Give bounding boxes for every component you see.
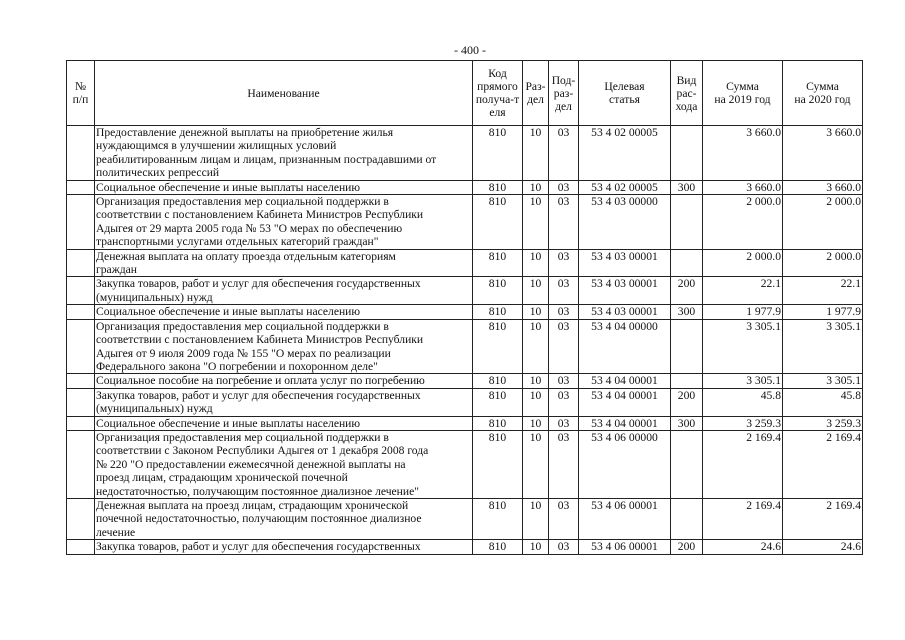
- header-line: Код: [488, 67, 507, 80]
- header-line: дел: [555, 99, 572, 113]
- cell-tselevaya-statya: 53 4 06 00001: [579, 540, 671, 554]
- cell-tselevaya-statya: 53 4 03 00001: [579, 277, 671, 305]
- cell-name: Социальное обеспечение и иные выплаты населению: [95, 416, 473, 430]
- header-line: на 2020 год: [794, 93, 851, 106]
- header-podrazdel: [549, 61, 579, 126]
- cell-sum-2019: 2 000.0: [703, 249, 783, 277]
- cell-sum-2020: 22.1: [783, 277, 863, 305]
- table-row: [67, 388, 863, 416]
- cell-no: [67, 388, 95, 416]
- cell-name: Социальное обеспечение и иные выплаты населению: [95, 305, 473, 319]
- cell-podrazdel: 03: [549, 416, 579, 430]
- header-line: рас-: [676, 86, 697, 100]
- header-line: на 2019 год: [714, 93, 771, 106]
- header-line: статья: [609, 93, 640, 106]
- page-number: - 400 -: [454, 43, 486, 57]
- header-no: [67, 61, 95, 126]
- header-razdel: [523, 61, 549, 126]
- cell-sum-2019: 1 977.9: [703, 305, 783, 319]
- cell-vid-raskhoda: 300: [671, 305, 703, 319]
- cell-kod: 810: [473, 540, 523, 554]
- cell-kod: 810: [473, 277, 523, 305]
- cell-name: Организация предоставления мер социальной поддержки в соответствии с постановлением Кабинета Министров Республики Адыгея от 9 июля 2009 года № 155 "О мерах по реализации Федерального закона "О погребении и похоронном деле": [95, 319, 473, 374]
- cell-sum-2019: 3 660.0: [703, 180, 783, 194]
- cell-kod: 810: [473, 388, 523, 416]
- cell-name: Предоставление денежной выплаты на приобретение жилья нуждающимся в улучшении жилищных условий реабилитированным лицам и лицам, признанным пострадавшими от политических репрессий: [95, 126, 473, 181]
- cell-name: Социальное пособие на погребение и оплата услуг по погребению: [95, 374, 473, 388]
- cell-tselevaya-statya: 53 4 03 00001: [579, 305, 671, 319]
- header-line: получа-т: [475, 93, 520, 106]
- header-kod: [473, 61, 523, 126]
- cell-name: Закупка товаров, работ и услуг для обеспечения государственных (муниципальных) нужд: [95, 388, 473, 416]
- cell-sum-2019: 45.8: [703, 388, 783, 416]
- cell-sum-2019: 24.6: [703, 540, 783, 554]
- cell-podrazdel: 03: [549, 498, 579, 539]
- cell-no: [67, 305, 95, 319]
- cell-name: Закупка товаров, работ и услуг для обеспечения государственных: [95, 540, 473, 554]
- cell-no: [67, 319, 95, 374]
- cell-no: [67, 374, 95, 388]
- header-name: [95, 61, 473, 126]
- cell-tselevaya-statya: 53 4 04 00000: [579, 319, 671, 374]
- cell-podrazdel: 03: [549, 180, 579, 194]
- header-sum-2020: [783, 61, 863, 126]
- header-line: еля: [489, 106, 506, 119]
- cell-razdel: 10: [523, 498, 549, 539]
- cell-podrazdel: 03: [549, 374, 579, 388]
- budget-table: [66, 60, 863, 555]
- header-line: п/п: [72, 93, 89, 106]
- cell-sum-2020: 1 977.9: [783, 305, 863, 319]
- cell-no: [67, 180, 95, 194]
- cell-razdel: 10: [523, 540, 549, 554]
- cell-sum-2019: 2 169.4: [703, 498, 783, 539]
- header-line: дел: [527, 93, 544, 106]
- cell-vid-raskhoda: 300: [671, 416, 703, 430]
- cell-podrazdel: 03: [549, 430, 579, 498]
- cell-razdel: 10: [523, 195, 549, 250]
- cell-name: Организация предоставления мер социальной поддержки в соответствии с Законом Республики Адыгея от 1 декабря 2008 года № 220 "О предоставлении ежемесячной денежной выплаты на проезд лицам, страдающим хронической почечной недостаточностью, получающим постоянное диализное лечение": [95, 430, 473, 498]
- cell-kod: 810: [473, 305, 523, 319]
- cell-sum-2019: 22.1: [703, 277, 783, 305]
- cell-name: Закупка товаров, работ и услуг для обеспечения государственных (муниципальных) нужд: [95, 277, 473, 305]
- cell-razdel: 10: [523, 388, 549, 416]
- table-row: [67, 249, 863, 277]
- cell-name: Денежная выплата на проезд лицам, страдающим хронической почечной недостаточностью, получающим постоянное диализное лечение: [95, 498, 473, 539]
- cell-razdel: 10: [523, 319, 549, 374]
- cell-razdel: 10: [523, 374, 549, 388]
- cell-no: [67, 277, 95, 305]
- cell-kod: 810: [473, 416, 523, 430]
- cell-podrazdel: 03: [549, 540, 579, 554]
- header-line: №: [74, 80, 87, 93]
- table-body: [67, 126, 863, 555]
- cell-vid-raskhoda: [671, 195, 703, 250]
- header-line: Вид: [676, 73, 697, 87]
- cell-name: Организация предоставления мер социальной поддержки в соответствии с постановлением Кабинета Министров Республики Адыгея от 29 марта 2005 года № 53 "О мерах по обеспечению транспортными услугами отдельных категорий граждан": [95, 195, 473, 250]
- cell-tselevaya-statya: 53 4 04 00001: [579, 374, 671, 388]
- cell-kod: 810: [473, 374, 523, 388]
- table-row: [67, 416, 863, 430]
- cell-sum-2020: 3 259.3: [783, 416, 863, 430]
- cell-sum-2019: 2 000.0: [703, 195, 783, 250]
- cell-podrazdel: 03: [549, 319, 579, 374]
- header-tselevaya-statya: [579, 61, 671, 126]
- cell-name: Социальное обеспечение и иные выплаты населению: [95, 180, 473, 194]
- table-row: [67, 540, 863, 554]
- table-header-row: [67, 61, 863, 126]
- cell-podrazdel: 03: [549, 249, 579, 277]
- cell-razdel: 10: [523, 126, 549, 181]
- cell-tselevaya-statya: 53 4 06 00000: [579, 430, 671, 498]
- cell-razdel: 10: [523, 277, 549, 305]
- header-line: хода: [675, 99, 698, 113]
- cell-kod: 810: [473, 498, 523, 539]
- cell-razdel: 10: [523, 416, 549, 430]
- header-line: Наименование: [247, 86, 320, 100]
- table-row: [67, 374, 863, 388]
- cell-sum-2019: 3 305.1: [703, 319, 783, 374]
- cell-no: [67, 249, 95, 277]
- cell-vid-raskhoda: [671, 249, 703, 277]
- cell-razdel: 10: [523, 249, 549, 277]
- cell-sum-2020: 3 660.0: [783, 126, 863, 181]
- header-line: раз-: [553, 86, 574, 100]
- cell-no: [67, 498, 95, 539]
- cell-no: [67, 126, 95, 181]
- cell-tselevaya-statya: 53 4 04 00001: [579, 416, 671, 430]
- cell-tselevaya-statya: 53 4 03 00000: [579, 195, 671, 250]
- table-row: [67, 498, 863, 539]
- cell-vid-raskhoda: [671, 498, 703, 539]
- cell-tselevaya-statya: 53 4 06 00001: [579, 498, 671, 539]
- cell-kod: 810: [473, 430, 523, 498]
- table-row: [67, 430, 863, 498]
- cell-kod: 810: [473, 319, 523, 374]
- header-line: Сумма: [726, 80, 759, 93]
- cell-no: [67, 195, 95, 250]
- cell-sum-2019: 3 259.3: [703, 416, 783, 430]
- cell-sum-2020: 45.8: [783, 388, 863, 416]
- cell-sum-2019: 3 305.1: [703, 374, 783, 388]
- table-row: [67, 195, 863, 250]
- header-line: Целевая: [604, 80, 645, 93]
- cell-podrazdel: 03: [549, 195, 579, 250]
- cell-no: [67, 416, 95, 430]
- table-row: [67, 305, 863, 319]
- cell-vid-raskhoda: 200: [671, 388, 703, 416]
- cell-podrazdel: 03: [549, 388, 579, 416]
- cell-podrazdel: 03: [549, 277, 579, 305]
- header-line: Сумма: [806, 80, 839, 93]
- cell-sum-2020: 3 305.1: [783, 374, 863, 388]
- header-line: прямого: [477, 80, 518, 93]
- header-sum-2019: [703, 61, 783, 126]
- cell-tselevaya-statya: 53 4 02 00005: [579, 126, 671, 181]
- cell-sum-2019: 2 169.4: [703, 430, 783, 498]
- header-line: Раз-: [525, 80, 546, 93]
- cell-podrazdel: 03: [549, 305, 579, 319]
- cell-sum-2020: 3 305.1: [783, 319, 863, 374]
- cell-vid-raskhoda: [671, 126, 703, 181]
- cell-podrazdel: 03: [549, 126, 579, 181]
- cell-sum-2019: 3 660.0: [703, 126, 783, 181]
- cell-razdel: 10: [523, 305, 549, 319]
- cell-sum-2020: 3 660.0: [783, 180, 863, 194]
- cell-kod: 810: [473, 195, 523, 250]
- cell-sum-2020: 2 169.4: [783, 498, 863, 539]
- cell-vid-raskhoda: 200: [671, 277, 703, 305]
- table-row: [67, 180, 863, 194]
- cell-tselevaya-statya: 53 4 03 00001: [579, 249, 671, 277]
- header-vid-raskhoda: [671, 61, 703, 126]
- table-row: [67, 277, 863, 305]
- table-row: [67, 319, 863, 374]
- cell-kod: 810: [473, 180, 523, 194]
- header-line: Под-: [551, 73, 576, 87]
- cell-no: [67, 540, 95, 554]
- cell-kod: 810: [473, 126, 523, 181]
- cell-sum-2020: 2 169.4: [783, 430, 863, 498]
- cell-name: Денежная выплата на оплату проезда отдельным категориям граждан: [95, 249, 473, 277]
- cell-vid-raskhoda: [671, 374, 703, 388]
- cell-tselevaya-statya: 53 4 04 00001: [579, 388, 671, 416]
- cell-vid-raskhoda: [671, 319, 703, 374]
- cell-sum-2020: 2 000.0: [783, 249, 863, 277]
- cell-sum-2020: 2 000.0: [783, 195, 863, 250]
- cell-no: [67, 430, 95, 498]
- cell-sum-2020: 24.6: [783, 540, 863, 554]
- cell-vid-raskhoda: 200: [671, 540, 703, 554]
- cell-tselevaya-statya: 53 4 02 00005: [579, 180, 671, 194]
- cell-vid-raskhoda: 300: [671, 180, 703, 194]
- table-row: [67, 126, 863, 181]
- cell-razdel: 10: [523, 430, 549, 498]
- cell-razdel: 10: [523, 180, 549, 194]
- cell-kod: 810: [473, 249, 523, 277]
- cell-vid-raskhoda: [671, 430, 703, 498]
